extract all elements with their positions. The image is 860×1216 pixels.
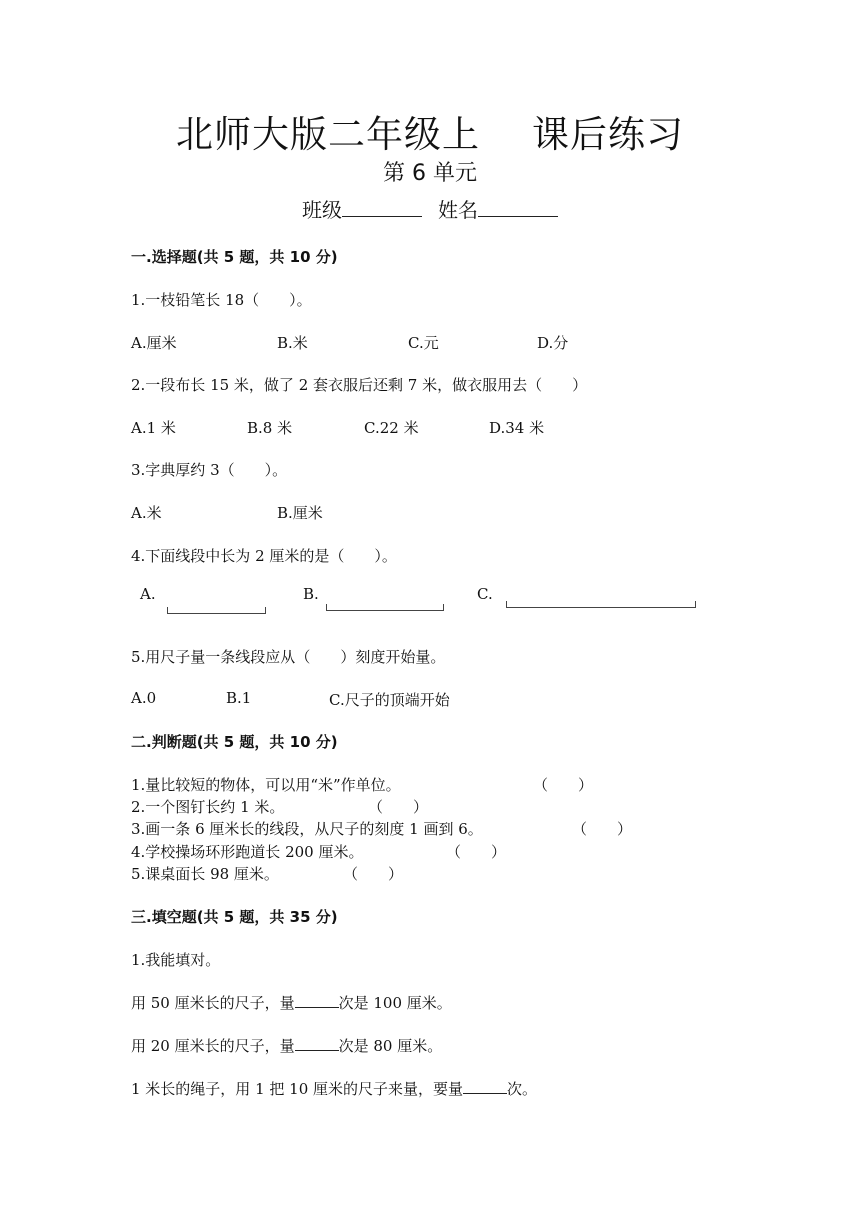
option-1-1-d: D.分 [537, 334, 569, 352]
judge-item-2: 2.一个图钉长约 1 米。 [131, 798, 285, 816]
question-1-4: 4.下面线段中长为 2 厘米的是（ ）。 [131, 547, 397, 565]
question-1-2: 2.一段布长 15 米，做了 2 套衣服后还剩 7 米，做衣服用去（ ） [131, 376, 588, 394]
judge-bracket-1[interactable]: （ ） [533, 776, 594, 794]
worksheet-title [0, 104, 860, 158]
option-1-5-b: B.1 [226, 689, 252, 707]
question-1-1: 1.一枝铅笔长 18（ ）。 [131, 291, 312, 309]
fill-question-1: 1.我能填对。 [131, 951, 221, 969]
title-left: 北师大版二年级上 [176, 113, 480, 156]
judge-bracket-5[interactable]: （ ） [343, 865, 404, 883]
fill-line-1-after: 次是 100 厘米。 [338, 994, 452, 1012]
judge-bracket-3[interactable]: （ ） [572, 820, 633, 838]
fill-line-2 [131, 1035, 442, 1056]
class-blank[interactable] [342, 198, 422, 217]
fill-line-3-after: 次。 [507, 1080, 538, 1098]
unit-subtitle: 第 6 单元 [383, 161, 477, 186]
section-choice-title: 一.选择题(共 5 题，共 10 分) [131, 248, 338, 266]
fill-blank-3[interactable] [463, 1079, 507, 1094]
question-1-3: 3.字典厚约 3（ ）。 [131, 461, 288, 479]
option-1-3-a: A.米 [131, 504, 162, 522]
option-1-4-b: B. [303, 585, 319, 603]
option-1-2-b: B.8 米 [247, 419, 293, 437]
option-1-3-b: B.厘米 [277, 504, 323, 522]
option-1-2-a: A.1 米 [131, 419, 176, 437]
judge-item-3: 3.画一条 6 厘米长的线段，从尺子的刻度 1 画到 6。 [131, 820, 483, 838]
judge-item-4: 4.学校操场环形跑道长 200 厘米。 [131, 843, 364, 861]
question-1-5: 5.用尺子量一条线段应从（ ）刻度开始量。 [131, 648, 446, 666]
segment-c [506, 601, 696, 608]
option-1-2-c: C.22 米 [364, 419, 419, 437]
title-right: 课后练习 [532, 113, 684, 156]
fill-line-2-after: 次是 80 厘米。 [338, 1037, 443, 1055]
section-judge-title: 二.判断题(共 5 题，共 10 分) [131, 733, 338, 751]
option-1-4-a: A. [140, 585, 156, 603]
option-1-5-c: C.尺子的顶端开始 [329, 691, 450, 709]
option-1-5-a: A.0 [131, 689, 157, 707]
segment-a [167, 607, 266, 614]
fill-line-1 [131, 992, 452, 1013]
fill-line-1-before: 用 50 厘米长的尺子，量 [131, 994, 295, 1012]
name-label: 姓名 [438, 198, 478, 222]
option-1-1-c: C.元 [408, 334, 439, 352]
option-1-2-d: D.34 米 [489, 419, 545, 437]
judge-item-1: 1.量比较短的物体，可以用“米”作单位。 [131, 776, 401, 794]
segment-b [326, 604, 444, 611]
option-1-4-c: C. [477, 585, 493, 603]
fill-line-3-before: 1 米长的绳子，用 1 把 10 厘米的尺子来量，要量 [131, 1080, 464, 1098]
fill-line-2-before: 用 20 厘米长的尺子，量 [131, 1037, 295, 1055]
section-fill-title: 三.填空题(共 5 题，共 35 分) [131, 908, 338, 926]
option-1-1-a: A.厘米 [131, 334, 177, 352]
fill-blank-1[interactable] [295, 993, 339, 1008]
class-label: 班级 [302, 198, 342, 222]
name-blank[interactable] [478, 198, 558, 217]
judge-bracket-4[interactable]: （ ） [446, 843, 507, 861]
option-1-1-b: B.米 [277, 334, 308, 352]
judge-bracket-2[interactable]: （ ） [368, 798, 429, 816]
fill-line-3 [131, 1078, 537, 1099]
judge-item-5: 5.课桌面长 98 厘米。 [131, 865, 279, 883]
fill-blank-2[interactable] [295, 1036, 339, 1051]
class-name-row [0, 194, 860, 223]
